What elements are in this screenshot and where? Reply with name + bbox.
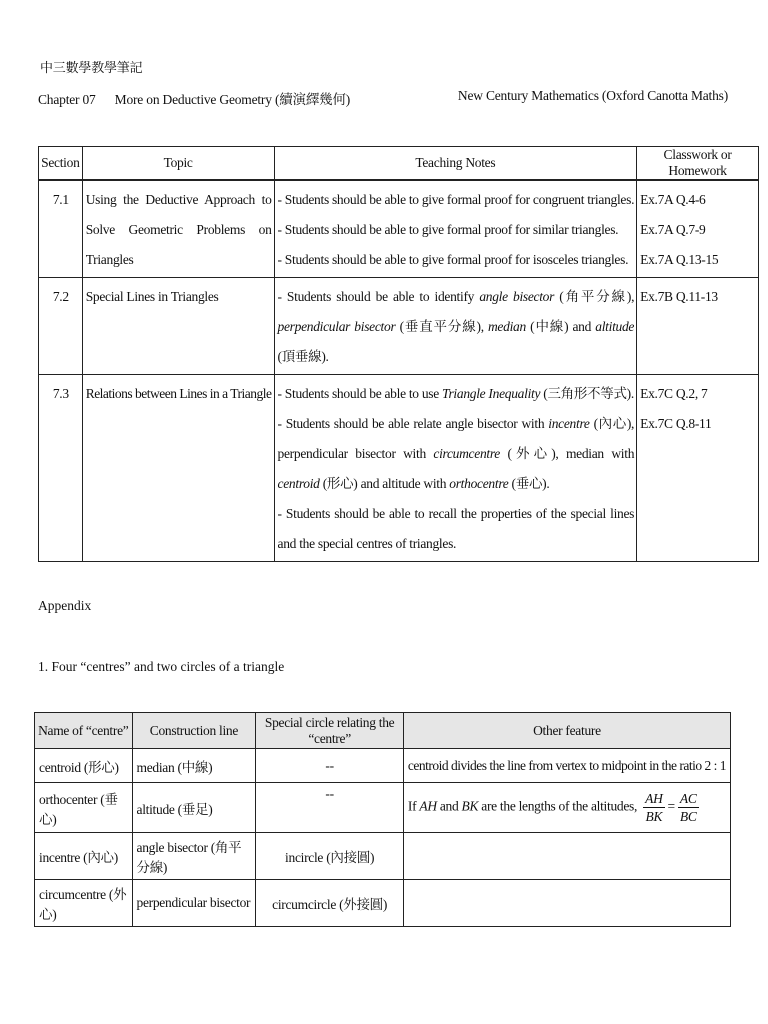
appendix-item-heading: 1. Four “centres” and two circles of a triangle	[38, 659, 285, 674]
term-perpendicular-bisector: perpendicular bisector	[277, 319, 396, 334]
term-centroid: centroid	[277, 476, 320, 491]
centre-name: centroid (形心)	[35, 749, 133, 783]
term-incentre: incentre	[548, 416, 590, 431]
chapter-title: Chapter 07 More on Deductive Geometry (續演繹幾何)	[38, 92, 351, 107]
table-row	[39, 278, 759, 375]
other-feature	[403, 880, 730, 927]
centre-name: orthocenter (垂心)	[35, 783, 133, 833]
column-header-centre-name: Name of “centre”	[35, 713, 133, 749]
work-cell	[637, 278, 759, 375]
column-header-construction-line: Construction line	[132, 713, 256, 749]
note-item	[278, 379, 635, 409]
note-item	[278, 282, 635, 372]
fraction-numerator: AC	[679, 791, 697, 806]
exercise-ref: Ex.7A Q.4-6	[640, 192, 706, 207]
construction-line: median (中線)	[132, 749, 256, 783]
term-angle-bisector: angle bisector	[479, 289, 555, 304]
fraction-denominator: BK	[645, 809, 663, 824]
table-row	[35, 833, 731, 880]
topic-cell	[82, 278, 274, 375]
notes-cell	[274, 180, 637, 278]
note-text: (三角形不等式).	[540, 386, 634, 401]
topic-line: Solve Geometric Problems on	[85, 222, 272, 237]
special-circle: circumcircle (外接圓)	[256, 880, 404, 927]
term-triangle-inequality: Triangle Inequality	[442, 386, 541, 401]
fraction-ac-bc	[678, 790, 699, 825]
table-row	[35, 880, 731, 927]
note-text: (外心), median with	[500, 446, 635, 461]
topic-line: Using the Deductive Approach to	[85, 192, 272, 207]
term-altitude: altitude	[595, 319, 635, 334]
construction-line: perpendicular bisector	[132, 880, 256, 927]
column-header-teaching-notes: Teaching Notes	[274, 147, 637, 181]
centres-table	[34, 712, 731, 927]
notes-cell	[274, 375, 637, 562]
topic-cell	[82, 375, 274, 562]
exercise-ref: Ex.7A Q.7-9	[640, 222, 706, 237]
term-orthocentre: orthocentre	[449, 476, 509, 491]
topic-line: Special Lines in Triangles	[85, 289, 219, 304]
exercise-ref: Ex.7B Q.11-13	[640, 289, 718, 304]
special-circle: --	[256, 783, 404, 833]
note-text: (形心) and altitude with	[319, 476, 450, 491]
section-number: 7.2	[39, 278, 83, 375]
section-number: 7.1	[39, 180, 83, 278]
note-item: - Students should be able to give formal proof for congruent triangles.	[277, 192, 635, 207]
construction-line: altitude (垂足)	[132, 783, 256, 833]
other-feature	[403, 833, 730, 880]
variable-ah: AH	[419, 798, 437, 814]
term-median: median	[487, 319, 526, 334]
note-text: - Students should be able to recall the properties of the special lines and the special centres of triangles.	[277, 506, 635, 551]
note-text: (角平分線),	[554, 289, 635, 304]
feature-text: are the lengths of the altitudes,	[478, 798, 638, 814]
column-header-special-circle: Special circle relating the “centre”	[256, 713, 404, 749]
centre-name: incentre (內心)	[35, 833, 133, 880]
fraction-numerator: AH	[645, 791, 663, 806]
note-text: - Students should be able relate angle bisector with	[277, 416, 549, 431]
note-item: - Students should be able to give formal proof for similar triangles.	[277, 222, 619, 237]
notes-cell	[274, 278, 637, 375]
column-header-topic: Topic	[82, 147, 274, 181]
work-cell	[637, 180, 759, 278]
special-circle: incircle (內接圓)	[256, 833, 404, 880]
topic-line: Triangles	[85, 252, 134, 267]
syllabus-table	[38, 146, 759, 562]
document-top-title: 中三數學教學筆記	[40, 60, 143, 75]
variable-bk: BK	[461, 798, 479, 814]
table-row	[39, 180, 759, 278]
term-circumcentre: circumcentre	[433, 446, 500, 461]
note-text: (垂直平分線),	[395, 319, 488, 334]
centres-header-row	[35, 713, 731, 749]
exercise-ref: Ex.7C Q.8-11	[640, 416, 712, 431]
special-circle: --	[256, 749, 404, 783]
note-text: (內心), perpendicular bisector with	[277, 416, 635, 461]
note-item: - Students should be able to give formal proof for isosceles triangles.	[277, 252, 629, 267]
feature-text: and	[436, 798, 462, 814]
exercise-ref: Ex.7A Q.13-15	[640, 252, 719, 267]
table-row	[35, 749, 731, 783]
fraction-ah-bk	[643, 790, 664, 825]
note-text: (垂心).	[508, 476, 550, 491]
table-row	[39, 375, 759, 562]
work-cell	[637, 375, 759, 562]
column-header-other-feature: Other feature	[403, 713, 730, 749]
table-row	[35, 783, 731, 833]
column-header-classwork: Classwork or Homework	[637, 147, 759, 181]
textbook-title: New Century Mathematics (Oxford Canotta Maths)	[457, 88, 728, 103]
equals-sign: =	[667, 798, 675, 814]
note-text: (頂垂線).	[277, 349, 329, 364]
note-text: - Students should be able to identify	[277, 289, 480, 304]
other-feature	[403, 783, 730, 833]
construction-line: angle bisector (角平分線)	[132, 833, 256, 880]
note-text: (中線) and	[525, 319, 596, 334]
fraction-denominator: BC	[679, 809, 697, 824]
syllabus-header-row	[39, 147, 759, 181]
note-item	[278, 409, 635, 499]
exercise-ref: Ex.7C Q.2, 7	[640, 386, 708, 401]
feature-text: If	[407, 798, 420, 814]
centre-name: circumcentre (外心)	[35, 880, 133, 927]
other-feature: centroid divides the line from vertex to midpoint in the ratio 2 : 1	[403, 749, 730, 783]
topic-cell	[82, 180, 274, 278]
note-text: - Students should be able to use	[277, 386, 442, 401]
topic-line: Relations between Lines in a Triangle	[85, 386, 272, 401]
appendix-heading: Appendix	[38, 598, 92, 613]
column-header-section: Section	[39, 147, 83, 181]
note-item	[278, 499, 635, 559]
section-number: 7.3	[39, 375, 83, 562]
